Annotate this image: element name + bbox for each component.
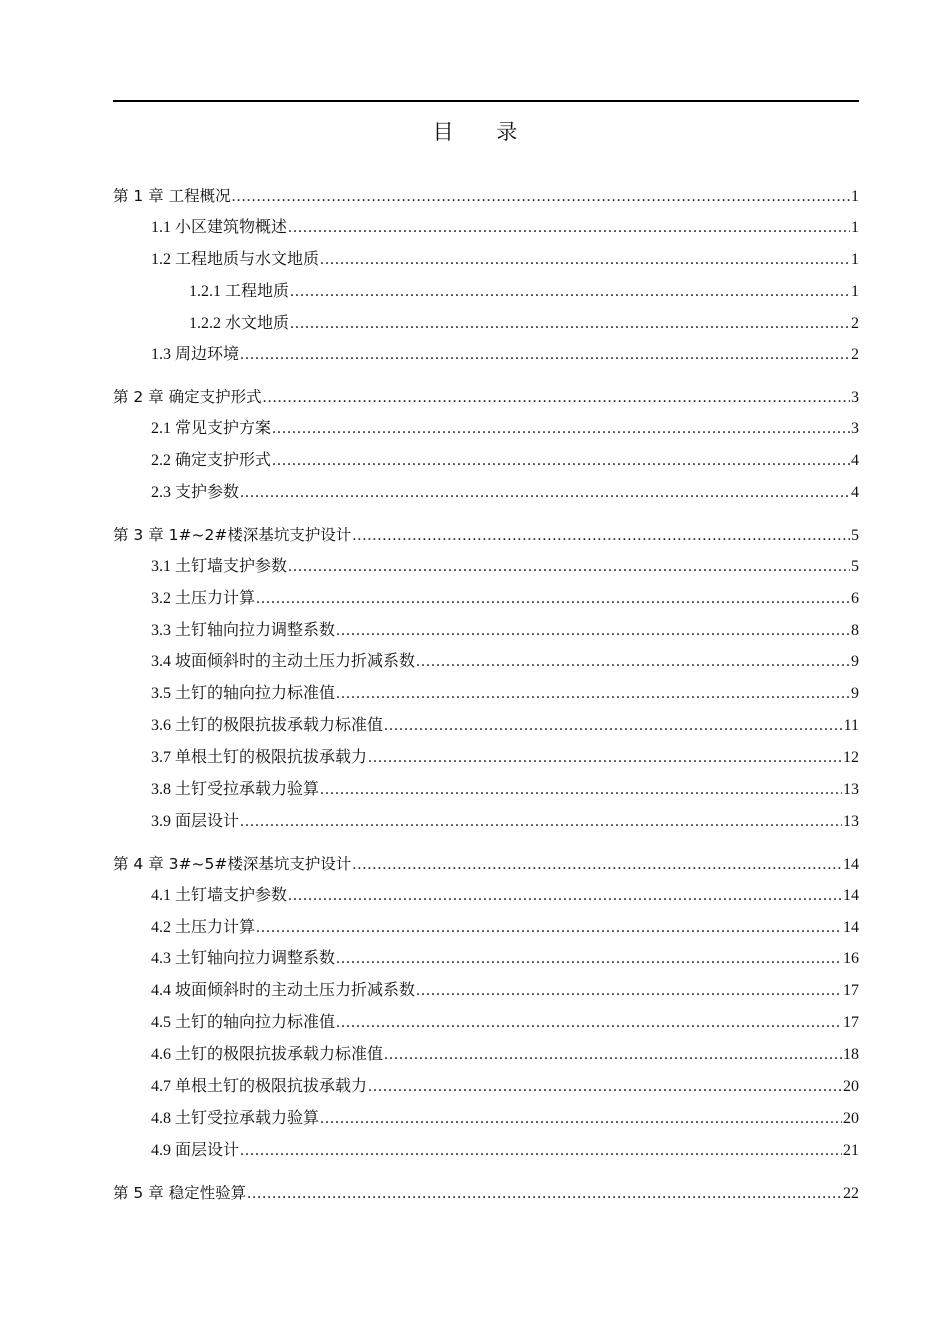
toc-entry-label: 1.1 小区建筑物概述 [151,218,288,236]
toc-section-entry[interactable] [113,553,859,585]
toc-page-number: 14 [843,918,859,936]
toc-page-number: 12 [843,749,859,767]
toc-entry-label: 1.2 工程地质与水文地质 [151,250,320,268]
toc-page-number: 1 [851,218,859,236]
toc-section-entry[interactable] [113,341,859,373]
toc-leader-dots [240,808,842,836]
toc-section-entry[interactable] [113,585,859,617]
toc-entry-label: 3.5 土钉的轴向拉力标准值 [151,685,336,703]
toc-page-number: 1 [851,188,859,205]
toc-leader-dots [336,945,842,973]
toc-leader-dots [336,680,850,708]
toc-entry-label: 4.2 土压力计算 [151,918,256,936]
toc-entry-label: 1.2.2 水文地质 [189,314,290,332]
toc-section-entry[interactable] [113,214,859,246]
toc-entry-label: 3.3 土钉轴向拉力调整系数 [151,621,336,639]
toc-leader-dots [240,479,850,507]
toc-leader-dots [416,648,850,676]
toc-entry-label: 4.3 土钉轴向拉力调整系数 [151,950,336,968]
header-rule [113,100,859,102]
toc-leader-dots [263,384,850,412]
toc-leader-dots [368,744,842,772]
table-of-contents [113,182,859,1211]
toc-section-entry[interactable] [113,617,859,649]
toc-leader-dots [240,341,850,369]
toc-leader-dots [336,617,850,645]
toc-entry-label: 3.2 土压力计算 [151,589,256,607]
toc-entry-label: 4.6 土钉的极限抗拔承载力标准值 [151,1046,384,1064]
toc-entry-label: 2.3 支护参数 [151,484,240,502]
toc-leader-dots [384,712,843,740]
toc-section-entry[interactable] [113,447,859,479]
toc-page-number: 9 [851,653,859,671]
toc-leader-dots [247,1180,842,1208]
toc-page-number: 4 [851,484,859,502]
toc-leader-dots [416,977,842,1005]
toc-section-entry[interactable] [113,776,859,808]
toc-leader-dots [272,415,850,443]
toc-leader-dots [256,914,842,942]
toc-entry-label: 第 5 章 稳定性验算 [113,1183,247,1202]
toc-leader-dots [256,585,850,613]
toc-page-number: 14 [843,855,859,873]
toc-page-number: 17 [843,982,859,1000]
toc-leader-dots [368,1073,842,1101]
toc-section-entry[interactable] [113,415,859,447]
toc-leader-dots [320,1105,842,1133]
toc-entry-label: 2.2 确定支护形式 [151,452,272,470]
toc-leader-dots [288,214,850,242]
toc-page-number: 5 [851,557,859,575]
toc-page-number: 2 [851,346,859,364]
toc-page-number: 16 [843,950,859,968]
toc-entry-label: 1.3 周边环境 [151,346,240,364]
toc-page-number: 11 [843,717,859,735]
toc-entry-label: 4.5 土钉的轴向拉力标准值 [151,1014,336,1032]
toc-page-number: 4 [851,452,859,470]
toc-section-entry[interactable] [113,744,859,776]
toc-entry-label: 4.4 坡面倾斜时的主动土压力折减系数 [151,982,416,1000]
toc-section-entry[interactable] [113,914,859,946]
toc-page-number: 13 [843,812,859,830]
toc-section-entry[interactable] [113,479,859,511]
toc-entry-label: 4.9 面层设计 [151,1141,240,1159]
toc-section-entry[interactable] [113,1073,859,1105]
toc-page-number: 22 [843,1184,859,1202]
toc-section-entry[interactable] [113,310,859,342]
toc-chapter-entry[interactable] [113,521,859,553]
toc-leader-dots [290,310,850,338]
toc-section-entry[interactable] [113,1041,859,1073]
toc-section-entry[interactable] [113,1137,859,1169]
toc-page-number: 8 [851,621,859,639]
toc-entry-label: 3.4 坡面倾斜时的主动土压力折减系数 [151,653,416,671]
toc-chapter-entry[interactable] [113,383,859,415]
toc-page-number: 6 [851,589,859,607]
toc-page-number: 17 [843,1014,859,1032]
toc-entry-label: 第 4 章 3#~5#楼深基坑支护设计 [113,854,352,873]
toc-entry-label: 第 1 章 工程概况 [113,187,231,205]
toc-leader-dots [232,183,850,211]
toc-page-number: 1 [851,282,859,300]
toc-page-number: 3 [851,389,859,407]
toc-page-number: 3 [851,420,859,438]
toc-entry-label: 4.8 土钉受拉承载力验算 [151,1109,320,1127]
toc-leader-dots [336,1009,842,1037]
toc-entry-label: 2.1 常见支护方案 [151,420,272,438]
toc-chapter-entry[interactable] [113,182,859,214]
toc-entry-label: 3.8 土钉受拉承载力验算 [151,781,320,799]
toc-leader-dots [384,1041,842,1069]
toc-chapter-entry[interactable] [113,1179,859,1211]
toc-leader-dots [288,882,842,910]
toc-entry-label: 3.7 单根土钉的极限抗拔承载力 [151,749,368,767]
toc-leader-dots [288,553,850,581]
toc-entry-label: 1.2.1 工程地质 [189,282,290,300]
toc-section-entry[interactable] [113,977,859,1009]
toc-entry-label: 3.6 土钉的极限抗拔承载力标准值 [151,717,384,735]
toc-section-entry[interactable] [113,712,859,744]
toc-leader-dots [352,522,850,550]
page-title: 目 录 [432,120,536,144]
toc-section-entry[interactable] [113,1009,859,1041]
toc-entry-label: 第 3 章 1#~2#楼深基坑支护设计 [113,525,352,544]
toc-entry-label: 第 2 章 确定支护形式 [113,388,262,407]
toc-entry-label: 4.7 单根土钉的极限抗拔承载力 [151,1078,368,1096]
toc-page-number: 20 [843,1109,859,1127]
toc-leader-dots [272,447,850,475]
toc-entry-label: 4.1 土钉墙支护参数 [151,886,288,904]
toc-leader-dots [320,246,850,274]
toc-section-entry[interactable] [113,945,859,977]
toc-chapter-entry[interactable] [113,850,859,882]
toc-leader-dots [352,851,842,879]
toc-section-entry[interactable] [113,808,859,840]
toc-page-number: 9 [851,685,859,703]
toc-section-entry[interactable] [113,648,859,680]
toc-page-number: 14 [843,886,859,904]
toc-entry-label: 3.9 面层设计 [151,812,240,830]
toc-leader-dots [320,776,842,804]
toc-entry-label: 3.1 土钉墙支护参数 [151,557,288,575]
toc-section-entry[interactable] [113,882,859,914]
toc-section-entry[interactable] [113,278,859,310]
toc-page-number: 13 [843,781,859,799]
toc-section-entry[interactable] [113,680,859,712]
toc-leader-dots [290,278,850,306]
toc-page-number: 1 [851,250,859,268]
toc-page-number: 21 [843,1141,859,1159]
toc-page-number: 20 [843,1078,859,1096]
toc-section-entry[interactable] [113,246,859,278]
toc-page-number: 5 [851,526,859,544]
toc-page-number: 18 [843,1046,859,1064]
toc-leader-dots [240,1137,842,1165]
toc-section-entry[interactable] [113,1105,859,1137]
toc-page-number: 2 [851,314,859,332]
